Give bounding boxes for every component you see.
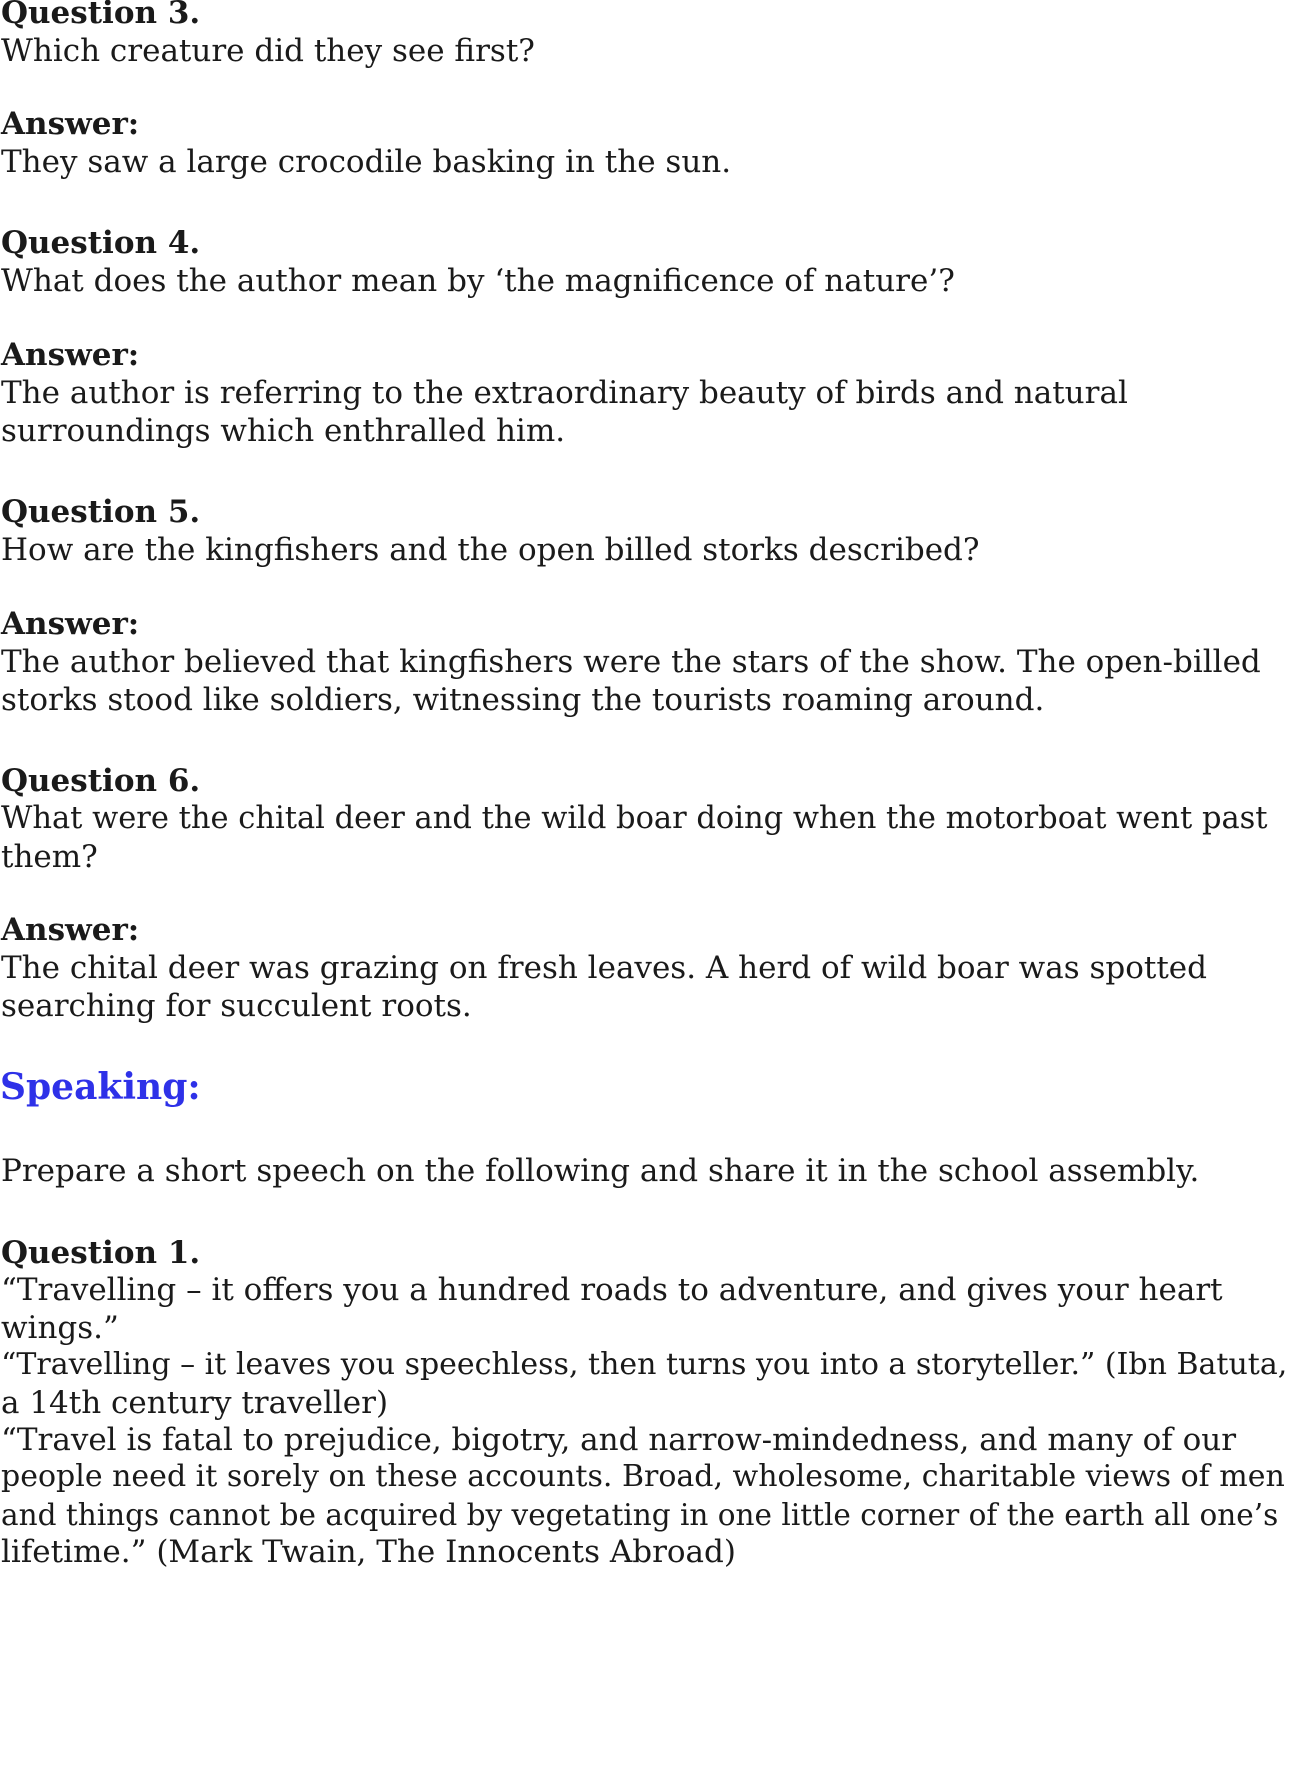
answer-text: The author is referring to the extraordinary beauty of birds and natural xyxy=(1,375,1128,411)
question-text: What were the chital deer and the wild boar doing when the motorboat went past xyxy=(1,801,1268,836)
quote-line: people need it sorely on these accounts. Broad, wholesome, charitable views of men xyxy=(1,1459,1285,1494)
question-label: Question 6. xyxy=(1,763,201,799)
quote-line: “Travel is fatal to prejudice, bigotry, and narrow-mindedness, and many of our xyxy=(1,1422,1237,1458)
quote-line: “Travelling – it offers you a hundred roads to adventure, and gives your heart xyxy=(1,1272,1223,1308)
quote-line: and things cannot be acquired by vegetating in one little corner of the earth all one’s xyxy=(1,1498,1279,1532)
answer-label: Answer: xyxy=(1,106,140,142)
quote-line: a 14th century traveller) xyxy=(1,1385,389,1421)
answer-label: Answer: xyxy=(1,606,140,642)
answer-text: searching for succulent roots. xyxy=(1,988,472,1024)
quote-line: wings.” xyxy=(1,1310,119,1346)
answer-label: Answer: xyxy=(1,337,140,373)
answer-text: The author believed that kingfishers were the stars of the show. The open-billed xyxy=(1,644,1261,680)
question-text: How are the kingfishers and the open billed storks described? xyxy=(1,532,980,568)
question-text: What does the author mean by ‘the magnificence of nature’? xyxy=(1,263,955,299)
section-heading-speaking: Speaking: xyxy=(0,1066,201,1108)
question-label: Question 5. xyxy=(1,494,201,530)
answer-label: Answer: xyxy=(1,912,140,948)
question-label: Question 4. xyxy=(1,225,201,261)
answer-text: storks stood like soldiers, witnessing the tourists roaming around. xyxy=(1,682,1045,718)
question-label: Question 3. xyxy=(1,0,201,31)
answer-text: They saw a large crocodile basking in the sun. xyxy=(1,144,732,180)
quote-line: “Travelling – it leaves you speechless, then turns you into a storyteller.” (Ibn Batuta, xyxy=(1,1347,1288,1382)
question-label: Question 1. xyxy=(1,1235,201,1271)
question-text: Which creature did they see first? xyxy=(1,33,535,69)
quote-line: lifetime.” (Mark Twain, The Innocents Abroad) xyxy=(1,1534,736,1570)
answer-text: The chital deer was grazing on fresh leaves. A herd of wild boar was spotted xyxy=(1,950,1207,986)
question-text: them? xyxy=(1,839,98,875)
instruction-text: Prepare a short speech on the following and share it in the school assembly. xyxy=(1,1153,1200,1189)
answer-text: surroundings which enthralled him. xyxy=(1,413,566,449)
